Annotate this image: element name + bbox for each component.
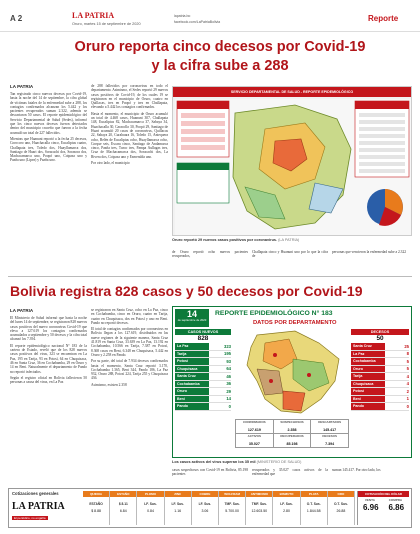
story2-col1-p1: El Ministerio de Salud informó que hasta la noche del lunes 14 de septiembre, se registraron 828 nuevos casos positivos del nuevo coronavirus Covid-19 que eleva a 127.619 los contagios confirmados acumulados a septiembre y 50 decesos y la cifra total alcanzó los 7.394.	[10, 316, 87, 342]
dept-row	[351, 396, 409, 404]
dept-value: 2	[406, 388, 409, 394]
report-date-badge	[175, 309, 209, 327]
sospechosos-cell	[274, 420, 312, 433]
rate-unit: LF. Sus.	[171, 502, 184, 506]
rate-unit: LF. Sus.	[198, 502, 212, 506]
contact-web[interactable]: lapatria.bo	[174, 14, 191, 18]
dept-row	[351, 366, 409, 374]
story2-col2-p2: El total de contagios confirmados por coronavirus en Bolivia llegan a los 127.619, distribuidos en las nueve regiones de la siguiente manera, Santa Cruz 41.819 en Santa Cruz, 33.639 en La Paz, 13.192 en Cochabamba, 10.566 en Tarija, 7.387 en Potosí, 8.368 casos en Beni, 6.348 en Chuquisaca, 5.442 en Oruro y 2.258 en Pando.	[91, 327, 168, 357]
contact-facebook[interactable]: facebook.com/LaPatriaBolivia	[174, 20, 221, 24]
sospechosos-value: 2.358	[287, 428, 297, 432]
rate-columns	[83, 491, 355, 525]
rates-footer	[8, 488, 412, 528]
dept-value: 0	[228, 403, 231, 409]
report-subtitle: DATOS POR DEPARTAMENTO	[253, 320, 337, 326]
dept-name: Pando	[175, 403, 209, 410]
dept-row	[175, 373, 231, 381]
national-report-infographic	[172, 306, 412, 458]
story1-col1-p2: Mientras que Huanuni reportó a la fecha 25 decesos, Corocoro uno, Huachacalla cinco, Eucaliptus cuatro, Challapata tres, Toledo dos, Huayllamarca dos, Santiago de Huari dos, Soracachi dos, Sorasora dos, Machacamarca uno, Poopó uno, Coipasa uno y Pazña uno (Lipez) y Pazña uno.	[10, 136, 87, 163]
report-day: 14	[186, 309, 197, 319]
story2-bottom-col1: casos sospechosos con Covid-19 en Bolivia, 85.198 pacientes	[172, 468, 248, 477]
story1-bottom-col3: personas que vencieron la enfermedad sube a 2.322	[332, 250, 407, 254]
compra-label: COMPRA	[388, 498, 403, 502]
dept-value: 5	[406, 366, 409, 372]
story1-bottom-col2: Challapata cinco y Huanuni uno por lo que la cifra de	[252, 250, 328, 259]
summary-grid	[235, 419, 349, 448]
bolivia-map	[235, 329, 347, 417]
rate-unit: LF. Sus.	[280, 502, 293, 506]
dept-value: 25	[404, 343, 409, 349]
story1-headline: Oruro reporta cinco decesos por Covid-19 y la cifra sube a 288	[74, 39, 366, 74]
report-title: REPORTE EPIDEMIOLÓGICO N° 183	[215, 310, 333, 317]
dept-row	[175, 366, 231, 374]
dept-value: 29	[226, 388, 231, 394]
rate-column	[192, 491, 219, 525]
rate-unit: TMF. Sus.	[251, 502, 267, 506]
dept-value: 5	[406, 358, 409, 364]
dept-name: Beni	[175, 396, 209, 403]
dept-name: Oruro	[351, 366, 385, 373]
descartados-cell	[311, 420, 348, 433]
rate-value: 1.844.58	[306, 509, 321, 513]
rate-value: 0.84	[147, 509, 154, 513]
story2-col1	[10, 316, 87, 481]
dept-name: Chuquisaca	[175, 366, 209, 373]
section-label: Reporte	[368, 14, 399, 23]
rate-name: ESTAÑO	[110, 491, 136, 497]
rate-value: 3.06	[201, 509, 209, 513]
rate-name: ZINC	[165, 491, 191, 497]
story1-bottom-col1: de Oruro reportó ocho nuevos pacientes recuperados,	[172, 250, 248, 259]
dept-value: 14	[226, 396, 231, 402]
rate-value: 5.700.00	[225, 509, 239, 513]
figure-caption-credit: (LA PATRIA)	[278, 238, 300, 242]
dept-name: La Paz	[175, 343, 209, 350]
casos-nuevos-list	[175, 343, 231, 411]
rate-column	[110, 491, 137, 525]
rate-unit: TMF. Sus.	[224, 502, 240, 506]
dept-row	[175, 351, 231, 359]
oruro-map-graphic	[175, 99, 411, 235]
summary-row-2	[236, 434, 348, 447]
dept-name: Potosí	[175, 358, 209, 365]
rate-value: 1.16	[174, 509, 182, 513]
dept-value: 64	[226, 366, 231, 372]
dept-row	[351, 403, 409, 411]
decesos-list	[351, 343, 409, 411]
report-caption	[172, 460, 412, 464]
rates-brand: LA PATRIA	[12, 501, 65, 512]
activos-label: ACTIVOS	[247, 435, 261, 438]
dept-row	[175, 358, 231, 366]
dept-row	[351, 351, 409, 359]
story2-col1-p3: Según el registro oficial en Bolivia fallecieron 50 personas a causa del virus, en La Paz	[10, 375, 87, 385]
rate-value: 12.603.50	[251, 509, 268, 513]
recuperados-value: 85.198	[286, 442, 298, 446]
casos-nuevos-label: CASOS NUEVOS	[175, 329, 231, 335]
dept-value: 46	[226, 373, 231, 379]
story2-byline: LA PATRIA	[10, 308, 34, 313]
story2-col2	[91, 308, 168, 481]
decesos-total-value: 7.394	[325, 442, 335, 446]
rate-column	[301, 491, 328, 525]
rate-name: COBRE	[192, 491, 218, 497]
rate-column	[83, 491, 110, 525]
dept-value: 4	[406, 381, 409, 387]
rate-name: ORO	[328, 491, 354, 497]
dept-name: Tarija	[351, 373, 385, 380]
dept-value: 323	[224, 343, 231, 349]
venta-value: 6.96	[362, 503, 379, 512]
divider	[8, 276, 412, 277]
story1-byline: LA PATRIA	[10, 84, 34, 89]
rate-name: PLOMO	[137, 491, 163, 497]
story2-col1-p2: El reporte epidemiológico nacional N° 183 de la cartera de Estado, reveló que de los 828 nuevos casos positivos del virus, 323 se encuentran en La Paz, 195 en Tarija, 93 en Potosí, 64 en Chuquisaca, 46 en Santa Cruz, 36 en Cochabamba, 29 en Oruro y 14 en Beni. Naturalmente el departamento de Pando no reportó infectados.	[10, 343, 87, 374]
figure-caption-text: Oruro reportó 29 nuevos casos positivos por coronavirus.	[172, 238, 278, 242]
descartados-label: DESCARTADOS	[318, 421, 342, 424]
activos-cell	[236, 434, 274, 447]
confirmados-value: 127.619	[247, 428, 261, 432]
story2-bottom-col2: recuperados y 35.027 casos activos de la enfermedad que	[252, 468, 328, 477]
dept-row	[175, 403, 231, 411]
dept-value: 0	[406, 403, 409, 409]
summary-row-1	[236, 420, 348, 434]
rate-unit: O.T. Sus.	[333, 502, 348, 506]
rate-unit: $ 8.11	[118, 502, 128, 506]
rate-column	[328, 491, 355, 525]
confirmados-cell	[236, 420, 274, 433]
rate-column	[273, 491, 300, 525]
dept-row	[351, 358, 409, 366]
figure-caption	[172, 238, 412, 242]
dept-row	[175, 388, 231, 396]
sospechosos-label: SOSPECHOSOS	[280, 421, 304, 424]
dept-row	[351, 373, 409, 381]
dept-name: Potosí	[351, 388, 385, 395]
dept-name: Tarija	[175, 351, 209, 358]
recuperados-label: RECUPERADOS	[280, 435, 304, 438]
rate-name: BISMUTO	[273, 491, 299, 497]
dollar-values	[358, 503, 409, 512]
rate-name: ANTIMONIO	[246, 491, 272, 497]
dept-value: 1	[406, 396, 409, 402]
rate-value: 26.88	[336, 509, 346, 513]
decesos-label: DECESOS	[351, 329, 409, 335]
rate-value: 2.80	[283, 509, 290, 513]
dept-row	[351, 388, 409, 396]
dateline: Oruro, martes 15 de septiembre de 2020	[72, 22, 141, 26]
dept-name: Cochabamba	[175, 381, 209, 388]
story1-col2	[91, 84, 168, 273]
dept-name: Pando	[351, 403, 385, 410]
dept-name: Santa Cruz	[175, 373, 209, 380]
page-header	[0, 0, 420, 32]
activos-value: 35.027	[248, 442, 260, 446]
rates-title: Cotizaciones generales	[12, 491, 59, 496]
venta-label: VENTA	[364, 498, 375, 502]
descartados-value: 145.417	[323, 428, 337, 432]
rate-value: $ 8.88	[91, 509, 101, 513]
rate-unit: LF. Sus.	[144, 502, 157, 506]
dept-value: 93	[226, 358, 231, 364]
dept-row	[175, 343, 231, 351]
story2-col2-p3: Por su parte, del total de 7.934 decesos confirmados hasta el momento, Santa Cruz reportó 3.170, Cochabamba 1.365, Beni 344, Pando 186, La Paz 932, Oruro 288, Potosí 224, Tarija 255 y Chuquisaca 436.	[91, 359, 168, 381]
rate-column	[165, 491, 192, 525]
dept-name: Santa Cruz	[351, 343, 385, 350]
story2-col2-p1: se registraron en Santa Cruz, ocho en La Paz, cinco en Cochabamba, cinco en Oruro, cuatro en Tarija, cuatro en Chuquisaca, dos en Potosí y uno en Beni. Pando no reportó decesos.	[91, 308, 168, 325]
casos-nuevos-value: 828	[197, 335, 209, 342]
decesos-total-label: DECESOS	[322, 435, 338, 438]
rate-column	[219, 491, 246, 525]
recuperados-cell	[274, 434, 312, 447]
report-caption-credit: (MINISTERIO DE SALUD)	[256, 460, 302, 464]
dollar-box	[357, 491, 409, 525]
page-number: A 2	[10, 14, 23, 23]
confirmados-label: CONFIRMADOS	[243, 421, 266, 424]
casos-nuevos-panel	[175, 329, 231, 411]
dept-row	[175, 396, 231, 404]
dept-row	[351, 381, 409, 389]
dollar-labels	[358, 498, 409, 502]
story1-col1-p1: Tan registrado cinco nuevos decesos por Covid-19, hasta la noche del 14 de septiembre, la cifra global de víctimas fatales de la enfermedad sube a 288, los contagios confirmados alcanzan los 5.442 y los pacientes recuperados suman 2.322, además se descartaron 50 casos. El reporte epidemiológico del Servicio Departamental de Salud (Sedes), informó que los cinco nuevos decesos fueron detectados dentro del municipio cruceño que fueron a la fecha acumuló un total de 227 fallecidos.	[10, 92, 87, 135]
dept-value: 8	[406, 351, 409, 357]
rate-column	[246, 491, 273, 525]
rate-value: 6.84	[119, 509, 127, 513]
compra-value: 6.86	[388, 503, 405, 512]
rates-slogan: El periódico, no engaña	[14, 516, 46, 520]
dept-row	[351, 343, 409, 351]
story1-col2-p2: Hasta el momento, el municipio de Oruro acumuló un total de 4.468 casos, Huanuni 307, Challapata 148, Eucaliptus 82, Machacamarca 37, Sabaya 34, Huachacalla 30, Caracollo 30, Poopó 29, Santiago de Huari acumuló 20 casos de coronavirus, Quillacas 22, Sabaya 20, Curahuara 16, Toledo 15, Antequera ocho, Belén de Eucaliptus ocho, Huayllamarca ocho, Corque seis, Escara cinco, Santiago de Andamarca cinco, Pazña tres, Turco tres, Pampa Aullagas tres, Cruz de Machacamarca dos, Soracachi dos, La Rivera dos, Coipasa uno y Esmeralda uno.	[91, 111, 168, 159]
dept-name: Chuquisaca	[351, 381, 385, 388]
story2-col2-p4: Asimismo, existen 2.358	[91, 382, 127, 387]
dept-value: 195	[224, 351, 231, 357]
figure-title: SERVICIO DEPARTAMENTAL DE SALUD - REPORTE EPIDEMIOLÓGICO	[173, 87, 411, 97]
story1-col1	[10, 92, 87, 273]
brand-logo: LA PATRIA	[72, 11, 115, 20]
decesos-panel	[351, 329, 409, 411]
dept-value: 4	[406, 373, 409, 379]
dept-name: La Paz	[351, 351, 385, 358]
decesos-total-cell	[311, 434, 348, 447]
rate-name: QUINOA	[83, 491, 109, 497]
rate-name: PLATA	[301, 491, 327, 497]
story1-col2-p1: de 288 fallecidos por coronavirus en todo el departamento. Asimismo, el Sedes reportó 29 nuevos casos positivos de Covid-19, de los cuales 19 se registraron en el municipio de Oruro, cuatro en Quillacas, tres en Poopó y tres en Challapata, elevando a 5.442 los contagios confirmados.	[91, 84, 168, 110]
rate-name: WOLFRAM	[219, 491, 245, 497]
story2-headline: Bolivia registra 828 casos y 50 decesos por Covid-19	[10, 283, 363, 299]
rate-unit: O.T. Sus.	[306, 502, 321, 506]
dept-value: 36	[226, 381, 231, 387]
dept-row	[175, 381, 231, 389]
story1-col2-p3: Por otro lado, el municipio	[91, 161, 130, 166]
rate-unit: ESTAÑO	[89, 502, 103, 506]
decesos-value: 50	[376, 335, 384, 342]
dept-name: Cochabamba	[351, 358, 385, 365]
dept-name: Beni	[351, 396, 385, 403]
report-caption-text: Los casos activos del virus superan los 35 mil	[172, 460, 256, 464]
rate-column	[137, 491, 164, 525]
dollar-title: COTIZACIÓN DEL DÓLAR	[358, 491, 409, 497]
dept-name: Oruro	[175, 388, 209, 395]
report-date-sub: de septiembre de 2020	[177, 318, 207, 322]
story2-bottom-col3: suman 145.417. Por otro lado, los	[332, 468, 381, 472]
oruro-report-figure	[172, 86, 412, 236]
